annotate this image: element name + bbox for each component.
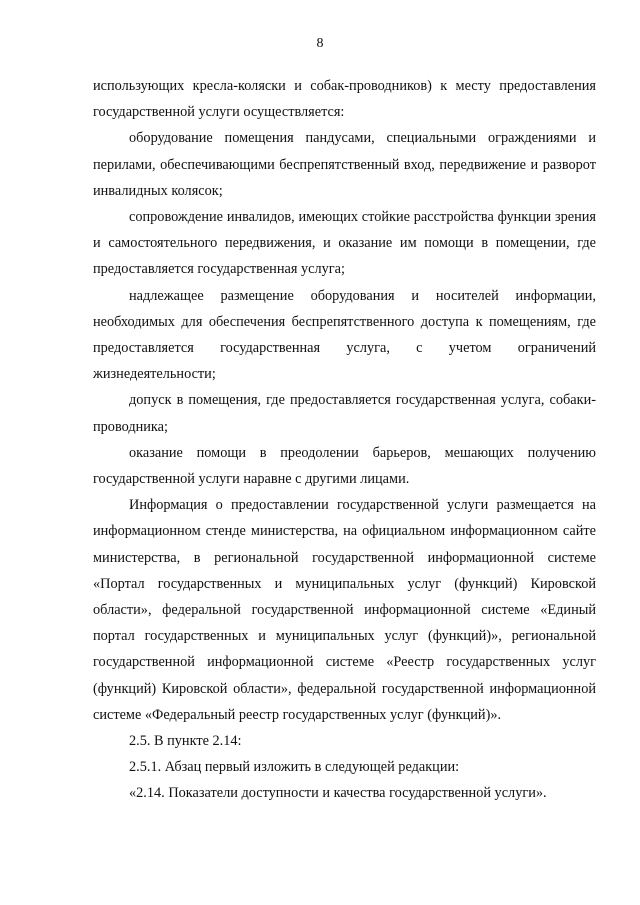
paragraph-escort: сопровождение инвалидов, имеющих стойкие расстройства функции зрения и самостоятельного передвижения, и оказание им помощи в помещении, где предоставляется государственная услуга; — [93, 209, 596, 278]
document-body — [93, 73, 596, 807]
paragraph-clause-2-14: «2.14. Показатели доступности и качества государственной услуги». — [129, 785, 547, 802]
paragraph-information: Информация о предоставлении государственной услуги размещается на информационном стенде министерства, на официальном информационном сайте министерства, в региональной государственной информационной системе «Портал государственных и муниципальных услуг (функций) Кировской области», федеральной государственной информационной системе «Единый портал государственных и муниципальных услуг (функций)», региональной государственной информационной системе «Реестр государственных услуг (функций) Кировской области», федеральной государственной информационной системе «Федеральный реестр государственных услуг (функций)». — [93, 497, 596, 723]
paragraph-clause-2-5: 2.5. В пункте 2.14: — [129, 733, 242, 750]
paragraph-clause-2-5-1: 2.5.1. Абзац первый изложить в следующей редакции: — [129, 759, 460, 776]
paragraph-ramps: оборудование помещения пандусами, специальными ограждениями и перилами, обеспечивающими беспрепятственный вход, передвижение и разворот инвалидных колясок; — [93, 130, 596, 199]
paragraph-guide-dog: допуск в помещения, где предоставляется государственная услуга, собаки-проводника; — [93, 392, 596, 435]
page-number: 8 — [316, 36, 324, 51]
paragraph-equipment: надлежащее размещение оборудования и носителей информации, необходимых для обеспечения беспрепятственного доступа к помещениям, где предоставляется государственная услуга, с учетом ограничений жизнедеятельности; — [93, 287, 596, 383]
paragraph-continuation: использующих кресла-коляски и собак-проводников) к месту предоставления государственной услуги осуществляется: — [93, 78, 596, 121]
paragraph-barriers: оказание помощи в преодолении барьеров, мешающих получению государственной услуги наравне с другими лицами. — [93, 444, 596, 488]
